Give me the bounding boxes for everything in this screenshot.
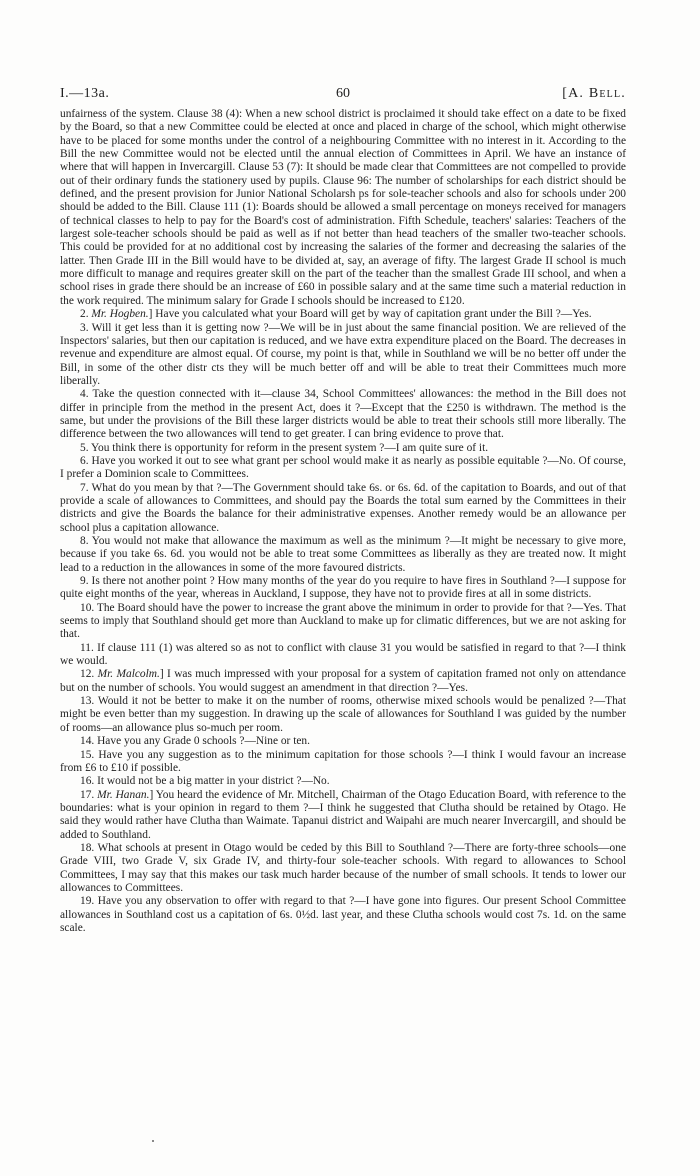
question-paragraph: 5. You think there is opportunity for reform in the present system ?—I am quite sure of it. [80,441,489,454]
question-paragraph: 14. Have you any Grade 0 schools ?—Nine or ten. [80,735,310,748]
document-body [60,108,626,935]
question-paragraph: 11. If clause 111 (1) was altered so as not to conflict with clause 31 you would be satisfied in regard to that ?—I think we would. [60,641,626,668]
question-paragraph: 10. The Board should have the power to increase the grant above the minimum in order to provide for that ?—Yes. That seems to imply that Southland should get more than Auckland to make up for climatic differences, but we are not asking for that. [60,601,626,641]
question-paragraph: 17. Mr. Hanan.] You heard the evidence of Mr. Mitchell, Chairman of the Otago Education Board, with reference to the boundaries: what is your opinion in regard to them ?—I think he suggested that Clutha should be retained by Otago. He said they would rather have Clutha than Waimate. Tapanui district and Waipahi are much nearer Invercargill, and should be added to Southland. [60,788,626,841]
question-paragraph: 8. You would not make that allowance the maximum as well as the minimum ?—It might be necessary to give more, because if you take 6s. 6d. you would not be able to treat some Committees as liberally as they are treated now. It might lead to a reduction in the allowances in some of the more favoured districts. [60,535,626,574]
header-reference: I.—13a. [60,86,110,101]
question-paragraph: 9. Is there not another point ? How many months of the year do you require to have fires in Southland ?—I suppose for quite eight months of the year, whereas in Auckland, I suppose, they have not to provide fires at all in some districts. [60,575,626,601]
question-paragraph: 3. Will it get less than it is getting now ?—We will be in just about the same financial position. We are relieved of the Inspectors' salaries, but then our capitation is reduced, and we have extra expenditure placed on the Board. The decreases in revenue and expenditure are almost equal. Of course, my point is that, while in Southland we will be no better off under the Bill, in some of the other distr cts they will be much better off and will be able to treat their Committees much more liberally. [60,321,626,387]
question-paragraph: 19. Have you any observation to offer with regard to that ?—I have gone into figures. Our present School Committee allowances in Southland cost us a capitation of 6s. 0½d. last year, and these Clutha schools would cost 7s. 1d. on the same scale. [60,895,626,934]
speaker-name: Mr. Hogben. [91,308,149,321]
question-paragraph: 15. Have you any suggestion as to the minimum capitation for those schools ?—I think I would favour an increase from £6 to £10 if possible. [60,748,626,774]
speaker-name: Mr. Malcolm. [97,668,160,681]
question-paragraph: 18. What schools at present in Otago would be ceded by this Bill to Southland ?—There are forty-three schools—one Grade VIII, two Grade V, six Grade IV, and thirty-four sole-teacher schools. With regard to allowances to School Committees, I may say that this makes our task much harder because of the number of small schools. It tends to lower our allowances to Committees. [60,841,626,894]
question-paragraph: 16. It would not be a big matter in your district ?—No. [80,775,330,788]
speaker-name: Mr. Hanan. [97,788,150,801]
question-paragraph: 13. Would it not be better to make it on the number of rooms, otherwise mixed schools would be penalized ?—That might be even better than my suggestion. In drawing up the scale of allowances for Southland I was guided by the number of rooms—an allowance plus so-much per room. [60,695,626,734]
question-paragraph: 12. Mr. Malcolm.] I was much impressed with your proposal for a system of capitation framed not only on attendance but on the number of schools. You would suggest an amendment in that direction ?—Yes. [60,668,626,694]
running-header [60,86,626,104]
question-paragraph: 7. What do you mean by that ?—The Government should take 6s. or 6s. 6d. of the capitation to Boards, and out of that provide a scale of allowances to Committees, and should pay the Boards the total sum earned by the Committees in their districts and give the Boards the balance for their administrative expenses. Another remedy would be an allowance per school plus a capitation allowance. [60,481,626,534]
scan-speck [152,1140,154,1142]
paragraph: unfairness of the system. Clause 38 (4): When a new school district is proclaimed it should take effect on a date to be fixed by the Board, so that a new Committee could be elected at once and placed in charge of the school, which might otherwise have to be placed for some months under the control of a neighbouring Committee with no interest in it. According to the Bill the new Committee would not be elected until the annual election of Committees in April. We have an instance of where that will happen in Invercargill. Clause 53 (7): It should be made clear that Committees are not compelled to provide out of their ordinary funds the stationery used by pupils. Clause 96: The number of scholarships for each district should be defined, and the present provision for Junior National Scholarsh ps for sole-teacher schools and also for schools under 200 should be added to the Bill. Clause 111 (1): Boards should be allowed a small percentage on moneys received for managers of technical classes to help to pay for the Board's cost of administration. Fifth Schedule, teachers' salaries: Teachers of the largest sole-teacher schools should be paid as well as if not better than head teachers of the smaller two-teacher schools. This could be provided for at no additional cost by increasing the salaries of the former and decreasing the salaries of the latter. Then Grade III in the Bill would have to be divided at, say, an average of fifty. The largest Grade II school is much more difficult to manage and requires greater skill on the part of the teacher than the smallest Grade III school, and when a school rises in grade there should be an increase of £60 in possible salary and at the same time such a material reduction in the work required. The minimum salary for Grade I schools should be increased to £120. [60,108,626,307]
question-paragraph: 6. Have you worked it out to see what grant per school would make it as nearly as possible equitable ?—No. Of course, I prefer a Dominion scale to Committees. [60,454,626,481]
header-witness: [A. Bell. [562,86,626,101]
question-paragraph: 4. Take the question connected with it—clause 34, School Committees' allowances: the method in the Bill does not differ in principle from the method in the present Act, does it ?—Except that the £250 is withdrawn. The method is the same, but under the provisions of the Bill these larger districts would be able to treat their schools still more liberally. The difference between the two allowances will tend to get greater. I can bring evidence to prove that. [60,388,626,441]
question-paragraph: 2. Mr. Hogben.] Have you calculated what your Board will get by way of capitation grant under the Bill ?—Yes. [80,308,592,321]
page-number: 60 [336,86,350,101]
